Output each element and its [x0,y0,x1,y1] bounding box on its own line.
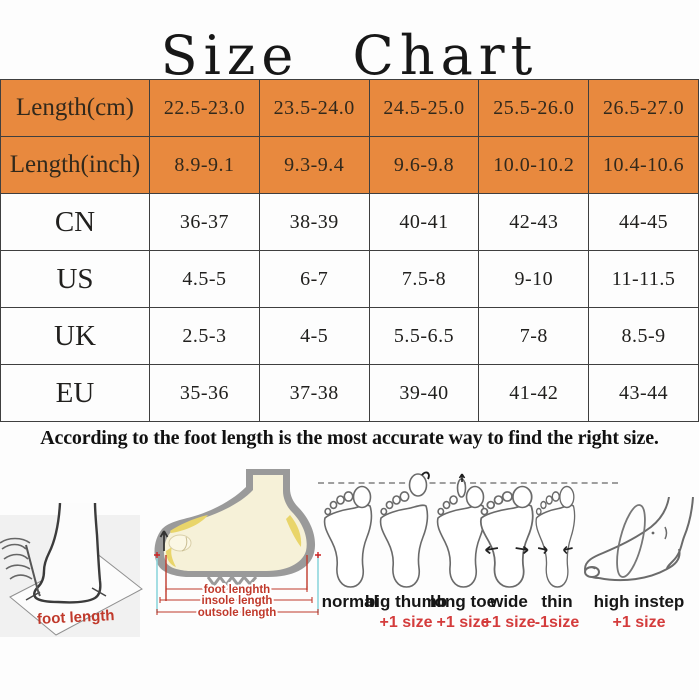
outsole-length-measure-label: outsole length [197,607,277,619]
high-instep-foot-icon [581,497,697,589]
size-value-cell: 43-44 [589,365,699,422]
size-value-cell: 42-43 [479,194,589,251]
size-value-cell: 4-5 [259,308,369,365]
size-value-cell: 7.5-8 [369,251,479,308]
note-text: According to the foot length is the most accurate way to find the right size. [40,427,659,449]
size-adjust-label: +1 size [482,614,536,631]
foot-type-column [478,467,540,633]
measurement-illustrations [0,459,699,672]
size-value-cell: 39-40 [369,365,479,422]
size-adjust-label: +1 size [379,614,433,631]
size-value-cell: 4.5-5 [150,251,260,308]
foot-type-label: thin [541,592,573,611]
measuring-tape-loop [611,502,650,579]
size-value-cell: 24.5-25.0 [369,80,479,137]
foot-type-label: high instep [593,592,685,611]
table-row [1,251,699,308]
foot-type-label: wide [490,592,528,611]
size-value-cell: 23.5-24.0 [259,80,369,137]
normal-footprint-icon [322,467,378,589]
foot-type-column [580,497,698,633]
size-value-cell: 41-42 [479,365,589,422]
table-row [1,365,699,422]
foot-type-label: big thumb [364,592,448,611]
size-value-cell: 36-37 [150,194,260,251]
row-label-cell: UK [1,308,150,365]
row-label-cell: Length(cm) [1,80,150,137]
ankle-marks [665,527,667,539]
foot-measuring-icon [0,503,148,637]
foot-length-label: foot length [36,606,115,629]
foot-length-measure-label: foot lenghth [203,584,271,596]
size-value-cell: 22.5-23.0 [150,80,260,137]
row-label-cell: US [1,251,150,308]
size-value-cell: 10.4-10.6 [589,137,699,194]
size-adjust-label: +1 size [436,614,490,631]
size-adjust-label: -1size [534,614,580,631]
big-toe-shape [169,535,191,551]
size-value-cell: 5.5-6.5 [369,308,479,365]
size-value-cell: 10.0-10.2 [479,137,589,194]
size-adjust-label: +1 size [612,614,666,631]
insole-length-measure-label: insole length [201,595,273,607]
size-value-cell: 7-8 [479,308,589,365]
size-value-cell: 37-38 [259,365,369,422]
table-row [1,194,699,251]
size-table [0,79,699,422]
foot-type-label: normal [321,592,379,611]
page-title: Size Chart [160,24,539,87]
table-row [1,80,699,137]
row-label-cell: Length(inch) [1,137,150,194]
wide-footprint-icon [478,467,540,589]
size-value-cell: 6-7 [259,251,369,308]
foot-type-label: long toe [429,592,497,611]
size-value-cell: 8.5-9 [589,308,699,365]
size-value-cell: 11-11.5 [589,251,699,308]
shoe-cross-section-icon [150,465,325,627]
size-value-cell: 25.5-26.0 [479,80,589,137]
thin-footprint-icon [534,467,580,589]
size-value-cell: 9.6-9.8 [369,137,479,194]
size-value-cell: 9-10 [479,251,589,308]
table-row [1,308,699,365]
size-value-cell: 35-36 [150,365,260,422]
row-label-cell: EU [1,365,150,422]
size-value-cell: 40-41 [369,194,479,251]
size-value-cell: 2.5-3 [150,308,260,365]
row-label-cell: CN [1,194,150,251]
size-value-cell: 44-45 [589,194,699,251]
size-value-cell: 8.9-9.1 [150,137,260,194]
size-value-cell: 9.3-9.4 [259,137,369,194]
big-thumb-footprint-icon [377,467,435,589]
foot-type-column [532,467,582,633]
size-value-cell: 38-39 [259,194,369,251]
size-value-cell: 26.5-27.0 [589,80,699,137]
table-row [1,137,699,194]
